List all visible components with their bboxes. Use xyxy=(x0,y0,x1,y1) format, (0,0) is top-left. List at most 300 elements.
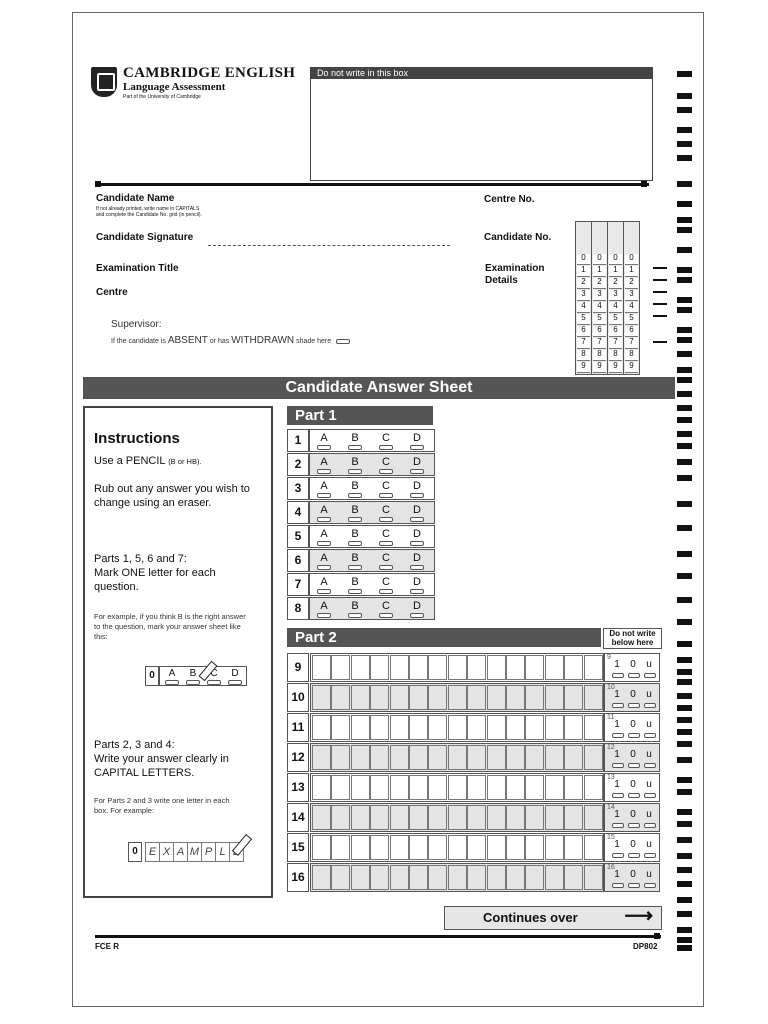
letter-box[interactable] xyxy=(351,865,370,890)
letter-box[interactable] xyxy=(545,745,564,770)
letter-box[interactable] xyxy=(584,655,603,680)
letter-box[interactable] xyxy=(331,775,350,800)
option-d-bubble[interactable]: D xyxy=(409,504,425,522)
top-rule xyxy=(95,183,649,186)
timing-mark xyxy=(677,337,692,343)
letter-box[interactable] xyxy=(487,685,506,710)
letter-box[interactable] xyxy=(487,805,506,830)
letter-box[interactable] xyxy=(370,835,389,860)
examiner-mark-box xyxy=(604,833,660,862)
digit-bubble[interactable]: 5 xyxy=(625,314,638,325)
digit-bubble[interactable]: 6 xyxy=(577,326,590,337)
letter-box[interactable] xyxy=(409,835,428,860)
option-a-bubble[interactable]: A xyxy=(316,480,332,498)
letter-box[interactable] xyxy=(564,865,583,890)
letter-box[interactable] xyxy=(351,715,370,740)
letter-box[interactable] xyxy=(545,655,564,680)
letter-box[interactable] xyxy=(525,865,544,890)
candidate-digit-column[interactable] xyxy=(623,221,640,375)
letter-box[interactable] xyxy=(370,715,389,740)
letter-box[interactable] xyxy=(331,655,350,680)
option-c-bubble[interactable]: C xyxy=(378,600,394,618)
digit-bubble[interactable]: 5 xyxy=(609,314,622,325)
letter-box[interactable] xyxy=(545,835,564,860)
question-number: 13 xyxy=(287,773,309,802)
example-options xyxy=(159,666,247,686)
letter-box[interactable] xyxy=(390,835,409,860)
digit-bubble[interactable]: 4 xyxy=(625,302,638,313)
timing-mark xyxy=(677,693,692,699)
letter-box[interactable] xyxy=(584,805,603,830)
part-1-title: Part 1 xyxy=(287,406,433,425)
pencil-note: (B or HB). xyxy=(168,457,202,466)
letter-box[interactable] xyxy=(545,805,564,830)
answer-options xyxy=(309,597,435,620)
letter-box[interactable] xyxy=(428,685,447,710)
option-d-bubble[interactable]: D xyxy=(409,528,425,546)
letter-box[interactable] xyxy=(545,775,564,800)
digit-bubble[interactable]: 1 xyxy=(625,266,638,277)
exam-title-label: Examination Title xyxy=(96,263,179,274)
letter-box[interactable] xyxy=(448,745,467,770)
option-c-bubble[interactable]: C xyxy=(378,528,394,546)
letter-box[interactable] xyxy=(506,745,525,770)
footer-doc-code: DP802 xyxy=(633,942,658,951)
digit-bubble[interactable]: 9 xyxy=(593,362,606,373)
digit-bubble[interactable]: 4 xyxy=(577,302,590,313)
mark-question-number: 12 xyxy=(607,744,615,751)
parts-1-heading: Parts 1, 5, 6 and 7: xyxy=(94,553,187,565)
digit-bubble[interactable]: 6 xyxy=(625,326,638,337)
digit-bubble[interactable]: 9 xyxy=(577,362,590,373)
option-d-bubble[interactable]: D xyxy=(409,552,425,570)
letter-box[interactable] xyxy=(331,715,350,740)
letter-box[interactable] xyxy=(312,865,331,890)
letter-box[interactable] xyxy=(467,865,486,890)
letter-box[interactable] xyxy=(487,865,506,890)
timing-mark xyxy=(677,267,692,273)
letter-box[interactable] xyxy=(409,715,428,740)
option-b-bubble[interactable]: B xyxy=(347,480,363,498)
timing-mark xyxy=(677,809,692,815)
mark-option: 1 xyxy=(614,869,620,880)
example-option: B xyxy=(185,668,201,685)
option-c-bubble[interactable]: C xyxy=(378,456,394,474)
mark-bubble xyxy=(628,733,640,738)
absent-post: shade here xyxy=(294,338,332,345)
mark-question-number: 15 xyxy=(607,834,615,841)
timing-mark xyxy=(677,367,692,373)
letter-box[interactable] xyxy=(564,835,583,860)
arrow-right-icon: ⟶ xyxy=(624,905,653,927)
rule-marker-bottom-right xyxy=(654,933,660,939)
option-a-bubble[interactable]: A xyxy=(316,576,332,594)
exam-detail-mark xyxy=(653,303,667,305)
option-c-bubble[interactable]: C xyxy=(378,552,394,570)
digit-bubble[interactable]: 7 xyxy=(609,338,622,349)
letter-box[interactable] xyxy=(506,685,525,710)
digit-bubble[interactable]: 7 xyxy=(593,338,606,349)
logo-tagline: Part of the University of Cambridge xyxy=(123,94,201,100)
mark-bubble xyxy=(628,883,640,888)
digit-bubble[interactable]: 2 xyxy=(593,278,606,289)
letter-box[interactable] xyxy=(584,835,603,860)
digit-bubble[interactable]: 7 xyxy=(577,338,590,349)
letter-box[interactable] xyxy=(428,745,447,770)
letter-box[interactable] xyxy=(584,775,603,800)
digit-bubble[interactable]: 0 xyxy=(577,254,590,265)
timing-marks xyxy=(677,71,697,951)
rub-out-instruction: Rub out any answer you wish to change using an eraser. xyxy=(94,483,250,509)
letter-box[interactable] xyxy=(525,685,544,710)
letter-box[interactable] xyxy=(487,835,506,860)
digit-bubble[interactable]: 6 xyxy=(593,326,606,337)
option-b-bubble[interactable]: B xyxy=(347,432,363,450)
examiner-mark-box xyxy=(604,683,660,712)
digit-bubble[interactable]: 4 xyxy=(593,302,606,313)
digit-bubble[interactable]: 7 xyxy=(625,338,638,349)
example-number: 0 xyxy=(128,842,142,862)
letter-box[interactable] xyxy=(312,745,331,770)
digit-bubble[interactable]: 6 xyxy=(609,326,622,337)
letter-box[interactable] xyxy=(506,775,525,800)
supervisor-label: Supervisor: xyxy=(111,319,162,330)
letter-box[interactable] xyxy=(390,715,409,740)
letter-box[interactable] xyxy=(448,685,467,710)
letter-box[interactable] xyxy=(390,775,409,800)
letter-box[interactable] xyxy=(584,865,603,890)
letter-box[interactable] xyxy=(331,835,350,860)
answer-letter-boxes xyxy=(310,803,604,832)
mark-question-number: 11 xyxy=(607,714,615,721)
letter-box[interactable] xyxy=(467,805,486,830)
question-number: 14 xyxy=(287,803,309,832)
letter-box[interactable] xyxy=(564,775,583,800)
option-b-bubble[interactable]: B xyxy=(347,600,363,618)
digit-bubble[interactable]: 0 xyxy=(625,254,638,265)
timing-mark xyxy=(677,181,692,187)
digit-bubble[interactable]: 3 xyxy=(577,290,590,301)
letter-box[interactable] xyxy=(312,775,331,800)
letter-box[interactable] xyxy=(525,775,544,800)
letter-box[interactable] xyxy=(448,835,467,860)
letter-box[interactable] xyxy=(409,775,428,800)
mark-question-number: 14 xyxy=(607,804,615,811)
letter-box[interactable] xyxy=(312,685,331,710)
digit-bubble[interactable]: 9 xyxy=(609,362,622,373)
letter-box[interactable] xyxy=(525,655,544,680)
parts-2-heading: Parts 2, 3 and 4: xyxy=(94,739,175,751)
answer-options xyxy=(309,453,435,476)
letter-box[interactable] xyxy=(506,865,525,890)
timing-mark xyxy=(677,717,692,723)
candidate-name-label: Candidate Name xyxy=(96,193,175,204)
letter-box[interactable] xyxy=(448,865,467,890)
question-number: 5 xyxy=(287,525,309,548)
letter-box[interactable] xyxy=(428,775,447,800)
examiner-mark-box xyxy=(604,743,660,772)
timing-mark xyxy=(677,757,692,763)
letter-box[interactable] xyxy=(448,805,467,830)
continues-over-text: Continues over xyxy=(483,910,578,925)
letter-box[interactable] xyxy=(390,805,409,830)
letter-box[interactable] xyxy=(370,805,389,830)
letter-box[interactable] xyxy=(331,865,350,890)
answer-letter-boxes xyxy=(310,833,604,862)
instructions-heading: Instructions xyxy=(94,430,180,447)
digit-bubble[interactable]: 1 xyxy=(609,266,622,277)
option-a-bubble[interactable]: A xyxy=(316,504,332,522)
letter-box[interactable] xyxy=(545,685,564,710)
absent-shade-box[interactable] xyxy=(336,339,350,344)
timing-mark xyxy=(677,431,692,437)
letter-box[interactable] xyxy=(448,715,467,740)
timing-mark xyxy=(677,377,692,383)
part-1-question-row xyxy=(287,477,435,498)
option-d-bubble[interactable]: D xyxy=(409,456,425,474)
letter-box[interactable] xyxy=(409,685,428,710)
letter-box[interactable] xyxy=(312,805,331,830)
letter-box[interactable] xyxy=(564,805,583,830)
letter-box[interactable] xyxy=(351,835,370,860)
letter-box[interactable] xyxy=(428,865,447,890)
letter-box[interactable] xyxy=(409,655,428,680)
question-number: 6 xyxy=(287,549,309,572)
letter-box[interactable] xyxy=(390,685,409,710)
letter-box[interactable] xyxy=(584,715,603,740)
timing-mark xyxy=(677,201,692,207)
option-d-bubble[interactable]: D xyxy=(409,480,425,498)
question-number: 16 xyxy=(287,863,309,892)
letter-box[interactable] xyxy=(331,805,350,830)
crest-icon xyxy=(91,67,117,97)
letter-box[interactable] xyxy=(564,715,583,740)
letter-box[interactable] xyxy=(564,745,583,770)
letter-box[interactable] xyxy=(506,805,525,830)
option-c-bubble[interactable]: C xyxy=(378,480,394,498)
letter-box[interactable] xyxy=(370,655,389,680)
letter-box[interactable] xyxy=(506,835,525,860)
letter-box[interactable] xyxy=(506,715,525,740)
absent-pre: If the candidate is xyxy=(111,338,168,345)
letter-box[interactable] xyxy=(351,805,370,830)
letter-box[interactable] xyxy=(467,775,486,800)
letter-box[interactable] xyxy=(525,715,544,740)
option-d-bubble[interactable]: D xyxy=(409,600,425,618)
digit-bubble[interactable]: 2 xyxy=(609,278,622,289)
letter-box[interactable] xyxy=(428,715,447,740)
question-number: 10 xyxy=(287,683,309,712)
question-number: 15 xyxy=(287,833,309,862)
question-number: 4 xyxy=(287,501,309,524)
exam-detail-mark xyxy=(653,267,667,269)
letter-box[interactable] xyxy=(409,805,428,830)
letter-box[interactable] xyxy=(331,685,350,710)
letter-box[interactable] xyxy=(545,715,564,740)
signature-line[interactable] xyxy=(208,245,450,246)
digit-bubble[interactable]: 8 xyxy=(609,350,622,361)
exam-detail-mark xyxy=(653,341,667,343)
timing-mark xyxy=(677,867,692,873)
letter-box[interactable] xyxy=(525,745,544,770)
option-c-bubble[interactable]: C xyxy=(378,504,394,522)
digit-bubble[interactable]: 3 xyxy=(625,290,638,301)
letter-box[interactable] xyxy=(312,655,331,680)
letter-box[interactable] xyxy=(312,715,331,740)
digit-bubble[interactable]: 5 xyxy=(593,314,606,325)
letter-box[interactable] xyxy=(584,685,603,710)
letter-box[interactable] xyxy=(448,775,467,800)
digit-bubble[interactable]: 3 xyxy=(609,290,622,301)
letter-box[interactable] xyxy=(390,865,409,890)
digit-bubble[interactable]: 8 xyxy=(577,350,590,361)
letter-box[interactable] xyxy=(525,805,544,830)
letter-box[interactable] xyxy=(351,745,370,770)
letter-box[interactable] xyxy=(467,685,486,710)
letter-box[interactable] xyxy=(370,865,389,890)
example-letter-box: X xyxy=(159,842,174,862)
letter-box[interactable] xyxy=(564,685,583,710)
letter-box[interactable] xyxy=(428,805,447,830)
mark-bubble xyxy=(628,793,640,798)
part-1-question-row xyxy=(287,429,435,450)
letter-box[interactable] xyxy=(428,835,447,860)
timing-mark xyxy=(677,155,692,161)
centre-no-label: Centre No. xyxy=(484,194,535,205)
rule-marker-right xyxy=(641,181,647,187)
answer-options xyxy=(309,573,435,596)
question-number: 7 xyxy=(287,573,309,596)
letter-box[interactable] xyxy=(390,745,409,770)
part-1-question-row xyxy=(287,597,435,618)
answer-letter-boxes xyxy=(310,713,604,742)
timing-mark xyxy=(677,525,692,531)
letter-box[interactable] xyxy=(467,745,486,770)
digit-bubble[interactable]: 3 xyxy=(593,290,606,301)
part-2-question-row xyxy=(287,863,660,890)
timing-mark xyxy=(677,669,692,675)
letter-box[interactable] xyxy=(351,655,370,680)
digit-bubble[interactable]: 9 xyxy=(625,362,638,373)
timing-mark xyxy=(677,551,692,557)
answer-options xyxy=(309,501,435,524)
candidate-digit-column[interactable] xyxy=(607,221,624,375)
letter-box[interactable] xyxy=(487,655,506,680)
digit-bubble[interactable]: 0 xyxy=(593,254,606,265)
option-c-bubble[interactable]: C xyxy=(378,576,394,594)
letter-box[interactable] xyxy=(487,745,506,770)
answer-options xyxy=(309,525,435,548)
option-a-bubble[interactable]: A xyxy=(316,456,332,474)
option-c-bubble[interactable]: C xyxy=(378,432,394,450)
letter-box[interactable] xyxy=(331,745,350,770)
answer-letter-boxes xyxy=(310,683,604,712)
digit-bubble[interactable]: 5 xyxy=(577,314,590,325)
option-d-bubble[interactable]: D xyxy=(409,432,425,450)
option-b-bubble[interactable]: B xyxy=(347,576,363,594)
letter-box[interactable] xyxy=(467,715,486,740)
absent-instruction xyxy=(111,335,350,346)
letter-box[interactable] xyxy=(370,745,389,770)
digit-bubble[interactable]: 2 xyxy=(625,278,638,289)
digit-bubble[interactable]: 8 xyxy=(625,350,638,361)
letter-box[interactable] xyxy=(351,775,370,800)
answer-options xyxy=(309,477,435,500)
letter-box[interactable] xyxy=(584,745,603,770)
option-a-bubble[interactable]: A xyxy=(316,600,332,618)
do-not-write-label: Do not write below here xyxy=(603,628,662,649)
examiner-mark-box xyxy=(604,803,660,832)
letter-box[interactable] xyxy=(312,835,331,860)
option-a-bubble[interactable]: A xyxy=(316,552,332,570)
examiner-mark-box xyxy=(604,653,660,682)
option-b-bubble[interactable]: B xyxy=(347,528,363,546)
letter-box[interactable] xyxy=(448,655,467,680)
letter-box[interactable] xyxy=(545,865,564,890)
letter-box[interactable] xyxy=(506,655,525,680)
candidate-digit-column[interactable] xyxy=(575,221,592,375)
letter-box[interactable] xyxy=(409,745,428,770)
mark-question-number: 9 xyxy=(607,654,611,661)
digit-bubble[interactable]: 0 xyxy=(609,254,622,265)
part-1-question-row xyxy=(287,525,435,546)
option-a-bubble[interactable]: A xyxy=(316,432,332,450)
candidate-number-grid[interactable] xyxy=(575,221,639,373)
digit-bubble[interactable]: 4 xyxy=(609,302,622,313)
timing-mark xyxy=(677,475,692,481)
pencil-instruction xyxy=(94,454,202,469)
option-b-bubble[interactable]: B xyxy=(347,504,363,522)
letter-box[interactable] xyxy=(351,685,370,710)
timing-mark xyxy=(677,93,692,99)
candidate-digit-column[interactable] xyxy=(591,221,608,375)
example-letter-box: P xyxy=(201,842,216,862)
mark-option: u xyxy=(646,749,652,760)
digit-bubble[interactable]: 1 xyxy=(577,266,590,277)
mark-bubble xyxy=(644,793,656,798)
letter-box[interactable] xyxy=(409,865,428,890)
letter-box[interactable] xyxy=(525,835,544,860)
digit-bubble[interactable]: 1 xyxy=(593,266,606,277)
option-a-bubble[interactable]: A xyxy=(316,528,332,546)
digit-bubble[interactable]: 2 xyxy=(577,278,590,289)
letter-box[interactable] xyxy=(467,835,486,860)
mark-option: 0 xyxy=(630,689,636,700)
letter-box[interactable] xyxy=(428,655,447,680)
parts-1-body: Mark ONE letter for each question. xyxy=(94,567,216,593)
mark-option: u xyxy=(646,659,652,670)
digit-bubble[interactable]: 8 xyxy=(593,350,606,361)
timing-mark xyxy=(677,679,692,685)
option-d-bubble[interactable]: D xyxy=(409,576,425,594)
mark-option: u xyxy=(646,719,652,730)
letter-box[interactable] xyxy=(370,775,389,800)
mark-bubble xyxy=(628,823,640,828)
timing-mark xyxy=(677,837,692,843)
mark-bubble xyxy=(644,673,656,678)
letter-box[interactable] xyxy=(390,655,409,680)
mark-option: 0 xyxy=(630,839,636,850)
letter-box[interactable] xyxy=(370,685,389,710)
letter-box[interactable] xyxy=(564,655,583,680)
letter-box[interactable] xyxy=(467,655,486,680)
example-letter-box: E xyxy=(145,842,160,862)
option-b-bubble[interactable]: B xyxy=(347,552,363,570)
part-2-title: Part 2 xyxy=(287,628,601,647)
option-b-bubble[interactable]: B xyxy=(347,456,363,474)
letter-box[interactable] xyxy=(487,775,506,800)
letter-box[interactable] xyxy=(487,715,506,740)
